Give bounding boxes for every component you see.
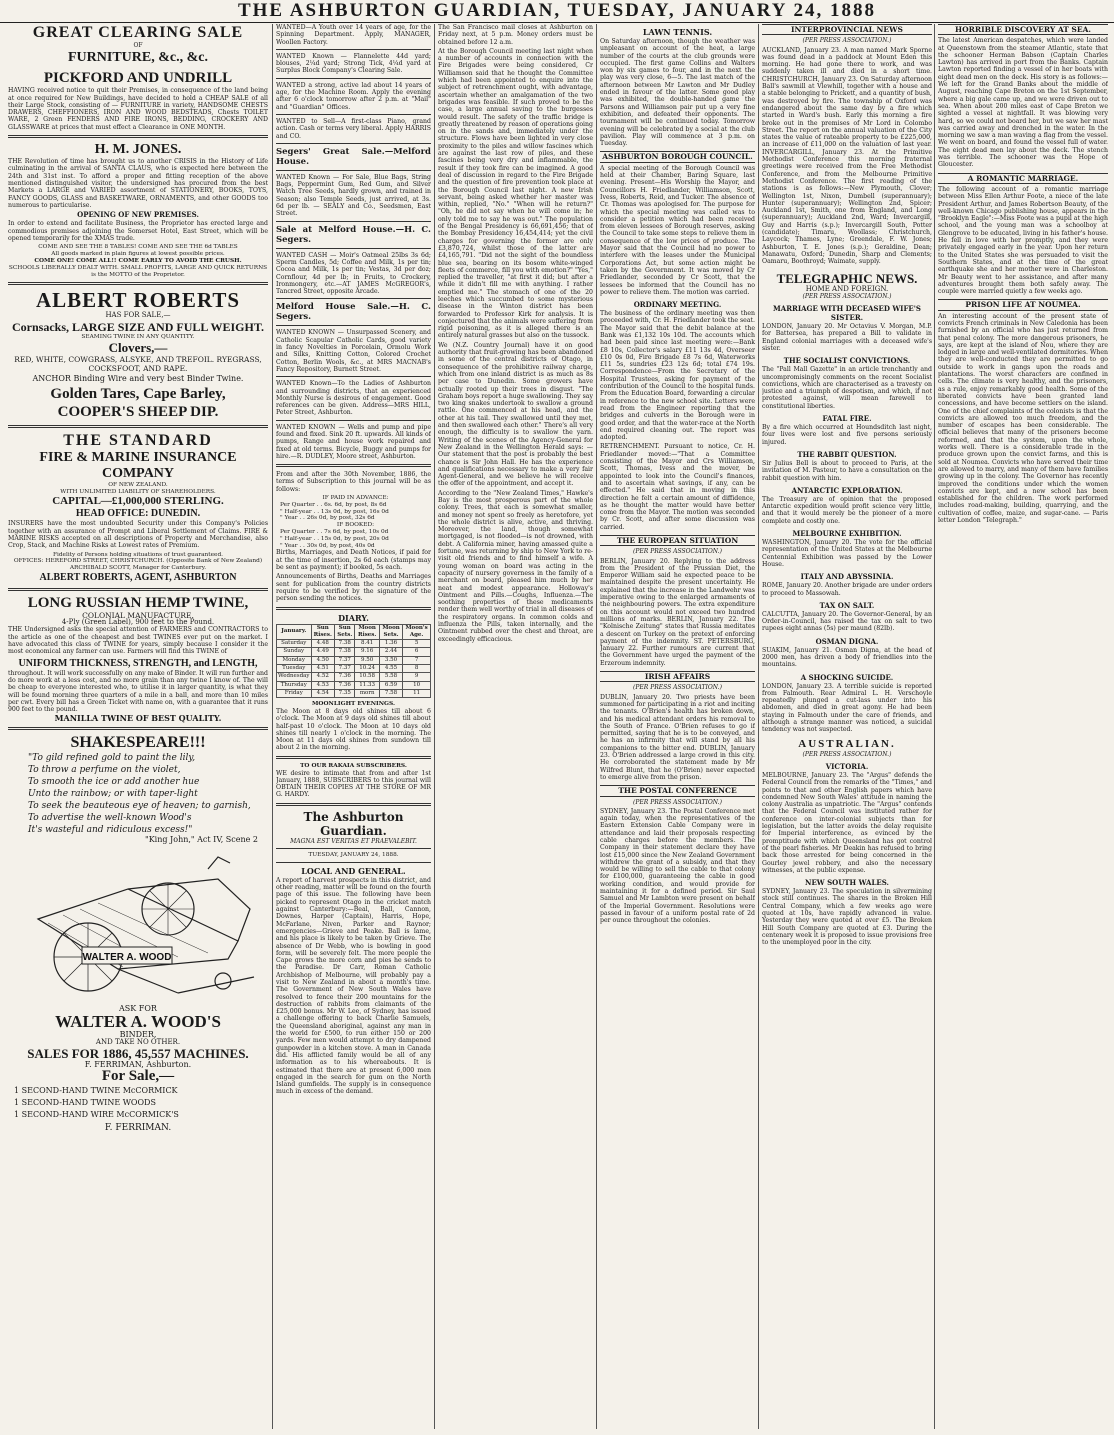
exhibition-body: WASHINGTON, January 20. The vote for the official representation of the United States at the Melbourne Centennial Exhibition was passed by the Lower House.	[762, 539, 932, 568]
standard-capital: CAPITAL—£1,000,000 STERLING.	[52, 495, 224, 508]
rate-line: IF BOOKED:	[336, 522, 375, 529]
table-cell: 7.37	[335, 656, 355, 664]
golden-tares: Golden Tares, Cape Barley,	[50, 385, 226, 402]
roberts-has: HAS FOR SALE,—	[105, 311, 171, 320]
segers-sale-head: Segers' Great Sale.—Melford House.	[276, 146, 431, 167]
table-cell: 4.49	[311, 648, 335, 656]
melford-house-sale: Melford House Sale.—H. C. Segers.	[276, 302, 431, 323]
mail-notice: The San Francisco mail closes at Ashburton on Friday next, at 5 p.m. Money orders must be obtained before 12 a.m.	[438, 24, 593, 46]
rakaia-body: WE desire to intimate that from and after 1st January, 1888, SUBSCRIBERS to this journal will OBTAIN THEIR COPIES AT THE STORE OF MR G. HARDY.	[276, 769, 431, 799]
jones-title: H. M. JONES.	[94, 142, 182, 158]
jones-opening-body: In order to extend and facilitate Business, the Proprietor has erected large and commodious premises adjoining the Somerset Hotel, East Street, which will be opened temporarily for the XMAS trade.	[8, 220, 268, 243]
machine-label: WALTER A. WOOD	[82, 952, 172, 964]
antarctic-body: The Treasury are of opinion that the proposed Antarctic expedition would profit science very little, and that it would merely be the pioneer of a more complete and costly one.	[762, 495, 932, 525]
melford-sale-head: Sale at Melford House.—H. C. Segers.	[276, 224, 431, 245]
rakaia-head: TO OUR RAKAIA SUBSCRIBERS.	[300, 762, 407, 769]
standard-offices: OFFICES: HEREFORD STREET, CHRISTCHURCH. (Opposite Bank of New Zealand) ARCHIBALD SCOTT, Manager for Canterbury.	[13, 558, 263, 572]
divider	[8, 425, 268, 428]
announcements: Announcements of Births, Deaths and Marriages sent for publication from the country districts require to be verified by the signature of the person sending the notices.	[276, 573, 431, 603]
divider	[276, 170, 431, 171]
victoria-head: VICTORIA.	[825, 761, 869, 771]
jones-opening: OPENING OF NEW PREMISES.	[77, 210, 199, 220]
column-header: Moon Sets.	[379, 624, 402, 640]
wanted-ad: WANTED Known — For Sale, Blue Bags, String Bags, Peppermint Gum, Red Gum, and Silver Watch Tree Seeds, hardly grown, and trained in Season; also Temple Seeds, just arrived, at 3s. 6d per lb. — SEALY and Co., Seedsmen, East Street.	[276, 173, 431, 218]
divider	[8, 282, 268, 285]
table-cell: 7.38	[335, 648, 355, 656]
shakespeare-title: SHAKESPEARE!!!	[70, 733, 206, 751]
jones-body: THE Revolution of time has brought us to another CRISIS in the History of Life culminating in the arrival of SANTA CLAUS, who is expected here between the 24th and 31st inst. To afford a proper and fitting reception of the above mentioned distinguished visitor, the undersigned has procured from the best Markets a LARGE and VARIED assortment of STATIONERY, BOOKS, TOYS, FANCY GOODS, GLASS and BASKETWARE, ORNAMENTS, and other GOODS too numerous to particularise.	[8, 158, 268, 209]
socialist-body: The "Pall Mall Gazette" in an article trenchantly and uncompromisingly comments on the recent Socialist convictions, which are characterised as a travesty on justice and a triumph of despotism, and which, if not protested against, will mean farewell to constitutional liberties.	[762, 366, 932, 410]
standard-fidelity: Fidelity of Persons holding situations of trust guaranteed.	[52, 551, 224, 558]
suicide-body: LONDON, January 23. A terrible suicide is reported from Falmouth. Rear Admiral L. H. Verschoyle repeatedly plunged a cut-lass under into his abdomen, and died in great agony. He had been staying in Falmouth under the care of friends, and although a strange manner was noticed, a suicidal tendency was not suspected.	[762, 682, 932, 734]
table-cell: Thursday	[277, 681, 312, 689]
hemp-uniform: UNIFORM THICKNESS, STRENGTH, and LENGTH,	[18, 657, 258, 669]
masthead: THE ASHBURTON GUARDIAN, TUESDAY, JANUARY 24, 1888	[0, 0, 1114, 23]
column-rule	[596, 24, 597, 1429]
pickford-title: PICKFORD AND UNDRILL	[43, 70, 233, 87]
jones-marked: All goods marked in plain figures at lowest possible prices.	[51, 251, 225, 258]
poem-source: "King John," Act IV, Scene 2	[145, 834, 258, 844]
diary-table	[276, 624, 431, 699]
table-cell: 9.50	[355, 656, 379, 664]
paper-date: TUESDAY, JANUARY 24, 1888.	[308, 852, 399, 859]
column-rule	[434, 24, 435, 1429]
table-cell: 7.35	[335, 689, 355, 697]
tennis-body: On Saturday afternoon, though the weather was unpleasant on account of the heat, a large number of the courts at the club grounds were occupied. The first game Collins and Walters won by six games to four, and in the next the play was very close, 6—5. The last match of the afternoon between Mr Lawton and Mr Dudley ended in favour of the latter. Some good play was exhibited, the double-handed game the Parsons and Williamson pair put up a very fine exhibition, and defeated their opponents. The tournament will be continued today. Tomorrow evening will be celebrated by a social at the club pavilion. Play will commence at 3 p.m. on Tuesday.	[600, 38, 755, 148]
divider	[276, 78, 431, 79]
subscription-rates	[276, 495, 431, 549]
divider	[276, 607, 431, 610]
column-header: Sun Rises.	[311, 624, 335, 640]
divider	[276, 114, 431, 115]
borough-council-body: A special meeting of the Borough Council was held at their Chamber, Baring Square, last evening. Present—His Worship the Mayor, and Councillors H. Friedlander, Williamson, Scott, Ivess, Roberts, Reid, and Tucker. The absence of Cr. Thomas was apologised for. The purpose for which the special meeting was called was to consider a petition which had been received from eleven lessees of Borough reserves, asking the Council to take some steps to relieve them in consequence of the low prices of produce. The Mayor said that the Council had no power to interfere with the leases under the Municipal Corporations Act, but some action might be taken by the Government. It was moved by Cr Friedlander, seconded by Cr Scott, that the lessees be informed that the Council has no power to relieve them. The motion was carried.	[600, 164, 755, 296]
table-cell: Friday	[277, 689, 312, 697]
clearing-of: OF	[133, 42, 143, 49]
rate-line: " Half-year . . 15s 0d, by post, 20s 0d	[280, 535, 389, 542]
osman-digna-body: SUAKIM, January 21. Osman Digna, at the head of 2000 men, has driven a body of friendlies into the mountains.	[762, 646, 932, 669]
telegraphic-news-title: TELEGRAPHIC NEWS.	[776, 270, 918, 286]
divider	[276, 756, 431, 759]
table-cell: 8.41	[355, 640, 379, 648]
column-local-news	[438, 24, 593, 1429]
prison-life-body: An interesting account of the present state of convicts French criminals in New Caledonia has been furnished by an official who has just returned from that penal colony. The more dangerous prisoners, he says, are kept at the island of Nou, where they are lodged in large and well-ventilated dormitories. When they are well-conducted they are permitted to go outside to work in gangs upon the roads and plantations. The worst characters are confined in cells. The climate is very healthy, and the prisoners, as a rule, enjoy remarkably good health. Some of the liberated convicts have been granted land concessions, and have become settlers on the island. One of the chief complaints of the colonists is that the convicts are allowed too much freedom, and the number of escapes has been considerable. The official believes that many of the prisoners become reformed, and that the system, upon the whole, works well. There is a considerable trade in the produce grown upon the convict farms, and this is sold at Noumea. Convicts who have served their time are allowed to marry, and many of them have families growing up in the colony. The Governor has recently improved the conditions under which the women convicts are kept, and a new school has been established for the children. The work performed includes road-making, building, quarrying, and the cultivation of coffee, maize, and sugar-cane. — Paris letter London "Telegraph."	[938, 312, 1108, 524]
fatal-fire-body: By a fire which occurred at Houndsditch last night, four lives were lost and five persons seriously injured.	[762, 424, 932, 446]
column-classifieds	[276, 24, 431, 1429]
european-situation-body: BERLIN, January 20. Replying to the address from the President of the Prussian Diet, the Emperor William said he expected peace to be maintained despite the present uncertainty. He explained that the increase in the Landwehr was imperative owing to the enlarged armaments of the neighbouring powers. The extra expenditure on this account would not exceed two hundred millions of marks. BERLIN, January 22. The "Kolnische Zeitung" states that Russia meditates a descent on Turkey on the pretext of enforcing payment of the indemnity. ST. PETERSBURG, January 22. Further rumours are current that the Government have urged the payment of the Erzeroum indemnity.	[600, 557, 755, 667]
victoria-body: MELBOURNE, January 23. The "Argus" defends the Federal Council from the remarks of the "Times," and points to that and other English papers which have condemned New South Wales' attitude in naming the colony Australia as unpatriotic. The "Argus" contends that the Federal Council was instituted rather for conference on inter-colonial subjects than for legislation, but the latter avoids the delay requisite for Imperial interference, as evinced by the promptitude with which Queensland has got control of the pearl fisheries. Mr Deakin has refused to bring back those arrested for being concerned in the Gourley jewel robbery, and also the necessary witnesses, at the public expense.	[762, 771, 932, 874]
hemp-body-2: throughout. It will work successfully on any make of Binder. It will run further and do more work at a less cost, and no more grain than any twine I know of. The will be cheap to everyone interested who, to utilise it in larger quantity, is what they will be found morning three quarters of a mile in a ball, and more than 10 miles per cwt. Every bill has a Green Ticket with name on, with a guarantee that it runs 900 feet to the pound.	[8, 669, 268, 714]
table-cell: Saturday	[277, 640, 312, 648]
cornsacks: Cornsacks, LARGE SIZE AND FULL WEIGHT.	[12, 319, 264, 334]
table-cell: 7	[403, 656, 431, 664]
australian-head: AUSTRALIAN.	[798, 737, 896, 750]
sale-item: 1 SECOND-HAND WIRE McCORMICK'S	[14, 1110, 179, 1120]
column-header: Sun Sets.	[335, 624, 355, 640]
standard-title: THE STANDARD	[63, 431, 213, 449]
manilla-twine: MANILLA TWINE OF BEST QUALITY.	[54, 713, 222, 724]
suicide-head: A SHOCKING SUICIDE.	[800, 672, 894, 682]
table-cell: 6	[403, 648, 431, 656]
table-cell: 11.33	[355, 681, 379, 689]
nsw-head: NEW SOUTH WALES.	[805, 878, 889, 888]
table-cell: 11	[403, 689, 431, 697]
table-cell: 5	[403, 640, 431, 648]
wood-title: WALTER A. WOOD'S	[55, 1012, 221, 1032]
table-cell: 5.58	[379, 673, 402, 681]
hemp-twine-title: LONG RUSSIAN HEMP TWINE,	[27, 594, 249, 611]
binder-machine-illustration	[18, 849, 258, 999]
paper-motto: MAGNA EST VERITAS ET PRAEVALEBIT.	[290, 837, 417, 845]
ferriman-signature: F. FERRIMAN.	[104, 1123, 172, 1134]
fatal-fire-head: FATAL FIRE.	[822, 414, 872, 424]
column-rule	[272, 24, 273, 1429]
page-columns	[8, 24, 1108, 1429]
table-cell: 4.52	[311, 673, 335, 681]
standard-head-office: HEAD OFFICE: DUNEDIN.	[75, 508, 201, 520]
jones-schools: SCHOOLS LIBERALLY DEALT WITH. SMALL PROFITS, LARGE AND QUICK RETURNS is the MOTTO of the Proprietor.	[8, 264, 268, 278]
table-row	[277, 681, 431, 689]
table-cell: 4.51	[311, 665, 335, 673]
osman-digna-head: OSMAN DIGNA.	[815, 636, 879, 646]
column-advertisements	[8, 24, 268, 1429]
rate-line: IF PAID IN ADVANCE:	[322, 495, 389, 502]
clovers-title: Clovers,—	[108, 340, 168, 356]
wanted-ad: WANTED—A Youth over 14 years of age, for the Spinning Department. Apply, MANAGER, Woollen Factory.	[276, 24, 431, 46]
table-cell: 9.16	[355, 648, 379, 656]
table-row	[277, 673, 431, 681]
postal-conference-body: SYDNEY, January 23. The Postal Conference met again today, when the representatives of the Eastern Extension Cable Company were in attendance and laid their proposals respecting cable charges before the members. The Company in their statement declare they have lost £15,000 since the New Zealand Government withdrew the grant of a subsidy, and that they would be willing to sell the cable to that colony for £100,000, guaranteeing the cable in good working condition, and would provide for maintaining it for a defined period. Sir Saul Samuel and Mr Lambton were present on behalf of the Imperial Government. Resolutions were passed in favour of a uniform postal rate of 2d per ounce throughout the colonies.	[600, 807, 755, 925]
romantic-marriage-head: A ROMANTIC MARRIAGE.	[938, 173, 1108, 184]
moonlight-body: The Moon at 8 days old shines till about 6 o'clock. The Moon at 9 days old shines till about half-past 10 o'clock. The Moon at 10 days old shines till nearly 1 o'clock in the morning. The Moon at 11 days old shines from sundown till about 2 in the morning.	[276, 707, 431, 752]
column-header: Moon Rises.	[355, 624, 379, 640]
table-cell: Sunday	[277, 648, 312, 656]
table-cell: Monday	[277, 656, 312, 664]
divider	[276, 464, 431, 467]
news-paragraphs: According to the "New Zealand Times," Hawke's Bay is the most prosperous part of the whole colony. Trees, that each is somewhat smaller, and money not spent so freely as heretofore, yet the whole district is alive, active, and thriving. Moreover, the land, though somewhat mortgaged, is not flooded—is not drowned, with debt. A California miner, having amassed quite a fortune, was returning by ship to New York to re-visit old friends and to find himself a wife. A young woman on board was acting in the capacity of nursery governess in the family of a merchant on board, pleased him much by her neat and modest appearance. Holloway's Ointment and Pills.—Coughs, Influenza.—The soothing properties of these medicaments render them well worthy of trial in all diseases of the respiratory organs. In common colds and influenza the Pills, taken internally, and the Ointment rubbed over the chest and throat, are exceedingly efficacious.	[438, 489, 593, 643]
ask-for: ASK FOR	[119, 1004, 157, 1014]
irish-affairs-body: DUBLIN, January 20. Two priests have been summoned for participating in a riot and inciting the tenants. O'Brien's health has broken down, and his medical attendant orders his removal to the South of France. O'Brien refuses to go if permitted, saying that he is to be conveyed, and he has an infirmity that will stand by all his companions to the bitter end. DUBLIN, January 23. O'Brien addressed a large crowd in this city. He corroborated the statement made by Mr Wilfred Blunt, that he (O'Brien) never expected to emerge alive from the prison.	[600, 693, 755, 781]
seaming-twine: SEAMING TWINE IN ANY QUANTITY.	[81, 333, 195, 340]
table-cell: 10	[403, 681, 431, 689]
table-cell: 7.36	[335, 673, 355, 681]
poem-line: Unto the rainbow; or with taper-light	[28, 788, 198, 799]
postal-conference-head: THE POSTAL CONFERENCE	[600, 785, 755, 796]
table-row	[277, 640, 431, 648]
home-foreign: HOME AND FOREIGN.	[805, 284, 889, 293]
jones-come: COME ONE! COME ALL!! COME EARLY TO AVOID THE CRUSH.	[34, 257, 242, 264]
local-general-head: LOCAL AND GENERAL.	[301, 865, 406, 876]
interprovincial-head: INTERPROVINCIAL NEWS	[762, 24, 932, 35]
tax-salt-head: TAX ON SALT.	[819, 600, 875, 610]
column-rule	[758, 24, 759, 1429]
divider	[276, 248, 431, 249]
wanted-ad: WANTED CASH — Moir's Oatmeal 25lbs 3s 6d; Sperm Candles, 5d; Coffee and Milk, 1s per tin; Cocoa and Milk, 1s per tin; Vestas, 3d per doz; Cornflour, 4d per lb; in Fruits, to Crockery, Ironmongery, etc.—AT JAMES McGREGOR's, Tancred Street, opposite Arcade.	[276, 251, 431, 296]
roberts-title: ALBERT ROBERTS	[35, 288, 241, 313]
column-header: January.	[277, 624, 312, 640]
tax-salt-body: CALCUTTA, January 20. The Governor-General, by an Order-in-Council, has raised the tax on salt to two rupees eight annas (5s) per maund (82lb).	[762, 610, 932, 633]
european-situation-head: THE EUROPEAN SITUATION	[600, 535, 755, 546]
wanted-ad: WANTED KNOWN — Unsurpassed Scenery, and Catholic Scapular Catholic Cards, good variety in fancy Novelties in Porcelain, Ormolu Work and Silks, Knitting Cotton, Colored Crochet Cotton, Berlin Wools, &c., at MRS MACNAB's Fancy Repository, Burnett Street.	[276, 329, 431, 373]
divider	[276, 221, 431, 222]
sheep-dip: COOPER'S SHEEP DIP.	[57, 403, 219, 420]
divider	[276, 862, 431, 863]
take-no-other: AND TAKE NO OTHER.	[95, 1037, 181, 1046]
local-general-body: A report of harvest prospects in this district, and other reading, matter will be found on the fourth page of this issue. The following have been picked to represent Otago in the cricket match against Canterbury:—Beal, Ball, Cannon, Downes, Harper (Captain), Harris, Hope, McFarlane, Niven, Parker and Raynor; emergencies—Grieve and Peake. Ball is lame, and his place is likely to be taken by Grieve. The absence of Dr Webb, who is bowling in good form, will be severely felt. The more people the Cape grows the more corn and pies he sends to the Paradise. Dr Carr, Roman Catholic Archbishop of Melbourne, will probably pay a visit to New Zealand in about a month's time. The Government of New South Wales have resolved to fence their 200 mountains for the destruction of rabbits from claimants of the £25,000 bonus. Mr W. Lee, of Sydney, has issued a challenge offering to back Charlie Samuels, the Queensland aboriginal, against any man in the world for £500, to run either 150 or 200 yards. Few men would attempt to dry dampened gunpowder in a kitchen stove. A man in Canada did. His afflicted family would be all of any information as to his whereabouts. It is estimated that there are at present 6,000 men engaged in the search for gum on the North Island gumfields. The supply is in consequence much in excess of the demand.	[276, 876, 431, 1096]
nsw-body: SYDNEY, January 23. The speculation in silvermining stock still continues. The shares in the Broken Hill Central Company, which a few weeks ago were quoted at 10s, have rapidly advanced in value. Yesterday they were quoted at over £5. The Broken Hill South Company are quoted at £3. During the centenary week it is proposed to issue provisions free to the unemployed poor in the city.	[762, 888, 932, 947]
table-cell: 4.53	[311, 681, 335, 689]
column-rule	[934, 24, 935, 1429]
marriage-body: LONDON, January 20. Mr Octavius V. Morgan, M.P. for Battersea, has prepared a Bill to validate in England colonial marriages with a deceased wife's sister.	[762, 323, 932, 352]
poem-line: To smooth the ice or add another hue	[28, 776, 200, 787]
standard-liability: WITH UNLIMITED LIABILITY OF SHAREHOLDERS.	[60, 488, 216, 495]
standard-body: INSURERS have the most undoubted Security under this Company's Policies together with an assurance of Prompt and Liberal Settlement of Claims. FIRE & MARINE RISKS accepted on all descriptions of Property and Merchandise, also Crop, Stack, and Machine Risks at Lowest rates of Premium.	[8, 520, 268, 550]
poem-line: To seek the beauteous eye of heaven; to garnish,	[28, 800, 251, 811]
rabbit-question-body: Sir Julius Bell is about to proceed to Paris, at the invitation of M. Pasteur, to have a consultation on the rabbit question with him.	[762, 459, 932, 482]
sale-items-list	[8, 1085, 268, 1121]
exhibition-head: MELBOURNE EXHIBITION.	[792, 529, 902, 539]
table-cell: Tuesday	[277, 665, 312, 673]
antarctic-head: ANTARCTIC EXPLORATION.	[791, 485, 903, 495]
sale-item: 1 SECOND-HAND TWINE McCORMICK	[14, 1086, 178, 1096]
table-cell: 7.58	[379, 689, 402, 697]
divider	[8, 135, 268, 138]
table-cell: 7.37	[335, 665, 355, 673]
diary-title: DIARY.	[338, 612, 369, 623]
press-association: (PER PRESS ASSOCIATION.)	[802, 750, 892, 758]
table-cell: 1.36	[379, 640, 402, 648]
wanted-ad: WANTED Known—To the Ladies of Ashburton and surrounding districts, that an experienced Monthly Nurse is desirous of engagement. Good references can be given. Address—MRS HILL, Peter Street, Ashburton.	[276, 380, 431, 417]
romantic-marriage-body: The following account of a romantic marriage between Miss Ellen Arthur Foote, a niece of the late President Arthur, and James Robertson Beauty, of the well-known Chicago publishing house, appears in the "Brooklyn Eagle":—Miss Foote was a pupil at the high school, and the young man was a schoolboy at Glengrove to be educated, living in his father's house. He fell in love with her promptly, and they were privately engaged early in the year. Upon her return to the United States she was persuaded to visit the Southern States, and at the time of the great earthquake she and her mother were in Charleston. Mr Beauty went to her assistance, and after many adventures brought them both safely away. The couple were married quietly a few weeks ago.	[938, 185, 1108, 296]
column-features	[938, 24, 1108, 1429]
press-association: (PER PRESS ASSOCIATION.)	[633, 798, 722, 806]
table-cell: 4.54	[311, 689, 335, 697]
poem-line: To advertise the well-known Wood's	[28, 812, 192, 823]
table-cell: 10.58	[355, 673, 379, 681]
retrenchment-body: RETRENCHMENT. Pursuant to notice, Cr. H. Friedlander moved:—"That a Committee consisting of the Mayor and Crs Williamson, Scott, Thomas, Ivess and the mover, be appointed to look into the Council's finances, and to ascertain what savings, if any, can be effected." He said that in moving in this direction he felt a certain amount of diffidence, as he thought the matter would have better come from the Mayor. The motion was seconded by Cr. Scott, and after some discussion was carried.	[600, 443, 755, 531]
clearing-sale-title: GREAT CLEARING SALE	[32, 24, 244, 41]
moonlight-head: MOONLIGHT EVENINGS.	[312, 701, 395, 708]
divider	[8, 588, 268, 591]
poem-line: "To gild refined gold to paint the lily,	[28, 752, 196, 763]
wanted-ad: WANTED Known — Flannelette 44d yard; blouses, 2¼d yard; Strong Tick, 4¼d yard at Surplus Block Company's Clearing Sale.	[276, 52, 431, 75]
table-cell: 9	[403, 673, 431, 681]
column-council	[600, 24, 755, 1429]
wanted-ad: WANTED to Sell—A first-class Piano, grand action. Cash or terms very liberal. Apply HARRIS and CO.	[276, 117, 431, 140]
column-telegraphic	[762, 24, 932, 1429]
rabbit-question-head: THE RABBIT QUESTION.	[797, 449, 897, 459]
interprovincial-body: AUCKLAND, January 23. A man named Mark Sporne was found dead in a paddock at Mount Eden this morning. He had gone there to work, and was suddenly taken ill and died in a short time. CHRISTCHURCH, January 23. On Saturday afternoon Ball's sawmill at Vlewhill, together with a house and a stable belonging to Prickett, and a quantity of bush, was destroyed by fire. The township of Oxford was endangered about the same day by a fire which started in Ward's bush. Early this morning a fire broke out in the premises of Mr Lord in Colombo Street. The report on the annual valuation of the City states the value of rateable property to be £225,000, an increase of £11,000 on the valuation of last year. INVERCARGILL, January 23. At the Primitive Methodist Conference this morning fraternal greetings were received from the Free Methodist Conference, and from the Melbourne Primitive Methodist Conference. The first reading of the stations is as follows:—New Plymouth, Clover; Wellington 1st, Nixon, Dumbell (superannuary); Hunter (superannuary); Wellington 2nd, Spicer; Auckland 1st, Smith, one from England, and Long (superannuary); Auckland 2nd, Ward; Invercargill, Guy and Harris (s.p.); Invercargill South, Potter (candidate); Timaru, Woollass; Christchurch, Laycock; Thames, Lyne; Greendale, F. W. Jones; Ashburton, T. E. Jones (s.p.); Geraldine, Dean; Manawatu, Oxford; Dunedin, Sharp and Clements; Oamaru, Boothroyd; Waimate, supply.	[762, 46, 932, 266]
table-cell: Wednesday	[278, 673, 310, 680]
hemp-body: THE Undersigned asks the special attention of FARMERS and CONTRACTORS to the article as one of the cheapest and best TWINES ever put on the market. I have advocated this class of TWINE for years, simply because I consider it the most economical any farmer can use. Farmers will find this TWINE of	[8, 626, 268, 656]
divider	[276, 376, 431, 377]
socialist-head: THE SOCIALIST CONVICTIONS.	[783, 356, 911, 366]
sale-item: 1 SECOND-HAND TWINE WOODS	[14, 1098, 156, 1108]
divider	[276, 298, 431, 299]
standard-company: FIRE & MARINE INSURANCE COMPANY	[39, 449, 237, 481]
news-paragraphs: At the Borough Council meeting last night when a number of accounts in connection with the Fire Brigades were being considered, Cr Williamson said that he thought the Committee which had been appointed to enquire into the subject of retrenchment ought, with advantage, ascertain whether an amalgamation of the two brigades was feasible. If such proved to be the case, a large annual saving to the burgesses would result. The safety of the traffic bridge is greatly threatened by reason of operations going on in the sands and, immediately under the structure. Flows have been lighted in very close proximity to the piles and willow fascines which are against the last row of piles, and these fascines being very dry and inflammable, the result if they took fire can be imagined. A good deal of discussion in regard to the Fire Brigade and the question of fire prevention took place at the Borough Council last night. A new Irish servant, being asked whether her master was within, replied, "No." "When will he return?" "Oh, he did not say when he will come in; he only told me to say he was out." The population of the Bengal Presidency is 66,691,456; that of the Bombay Presidency 16,454,414; yet the civil charges for governing the former are only £3,870,724, whilst those of the latter are £4,165,791. "Did not the sight of the boundless blue sea, bearing on its bosom white-winged fleets of commerce, fill you with emotion?" "Yes," replied the traveller, "at first it did; but after a while it didn't fill me with anything. I rather emptied me." The stomach of one of the 20 leeches which succumbed to some mysterious disease in the Winton district has been forwarded to Professor Kirk for analysis. It is conjectured that the animals were suffering from rigid poisoning, as it is alleged there is an entirely natural grasses but also on the tussock.	[438, 47, 593, 340]
ordinary-meeting-head: ORDINARY MEETING.	[633, 300, 722, 310]
horrible-discovery-body: The latest American despatches, which were landed at Queenstown from the steamer Atlantic, state that the schooner Herman Babson (Captain Charles Lawton) has arrived in port from the Banks. Captain Lawton reported finding a vessel of in her boats with eight dead men on the deck. His story is as follows:—We left for the Grand Banks about the middle of August, reaching Cape Breton on the 1st September, where a big gale came up, and we were driven out to sea. When about 200 miles east of Cape Breton we sighted a vessel at nightfall. It was blowing very hard, so we could not board her, but we saw her mast was carried away and drenched in the water. In the morning we saw a man waving a flag from the vessel. We went on board, and found the vessel full of water. The eight dead men lay about the deck. The stench was terrible. The schooner was the Hope of Gloucester.	[938, 37, 1108, 169]
table-row	[277, 665, 431, 673]
table-cell: 10.24	[355, 665, 379, 673]
news-paragraphs: We (N.Z. Country Journal) have it on good authority that fruit-growing has been abandoned in some of the central districts of Otago, in consequence of the prohibitive railway charge, which from one inland district is as much as 8s per case to Dunedin. Some growers have actually rooted up their trees in disgust. "The Graham boys report a huge swallowing. They say two king snakes undertook to swallow a ground rattle. One commenced at his head, and the other at his tail. They swallowed until they met, and then swallowed each other." There's all very enough, the difficulty is to swallow the yarn. Writing of the scenes of the Agency-General for New Zealand in the Wellington Herald says: — Our statement that the post is probably the best chance is Sir John Hall. He has the experience and qualifications necessary to make a very fair Agent-General, and we believe he will receive the offer of the appointment, and accept it.	[438, 341, 593, 488]
table-cell: 3.50	[379, 656, 402, 664]
divider	[276, 143, 431, 144]
wanted-ad: WANTED KNOWN — Wells and pump and pipe found and fixed. Sink 20 ft. upwards. All kinds of pumps, Range and house work repaired and fixed at old terms. Bicycle, Buggy and pumps for hire.—R. DUDLEY, Moore street, Ashburton.	[276, 423, 431, 460]
standard-nz: OF NEW ZEALAND.	[108, 481, 168, 488]
rate-line: Per Quarter . . 6s. 6d, by post, 8s 6d	[280, 501, 387, 508]
clearing-items: FURNITURE, &c., &c.	[68, 50, 208, 66]
divider	[276, 325, 431, 326]
subscription-intro: From and after the 30th November, 1886, the terms of Subscription to this journal will be as follows:	[276, 471, 431, 493]
divider	[8, 727, 268, 730]
table-row	[277, 648, 431, 656]
binder-label: BINDER,	[119, 1030, 157, 1040]
table-cell: 8	[403, 665, 431, 673]
italy-head: ITALY AND ABYSSINIA.	[800, 572, 894, 582]
standard-agent: ALBERT ROBERTS, AGENT, ASHBURTON	[39, 571, 237, 583]
poem-line: It's wasteful and ridiculous excess!"	[28, 824, 193, 835]
column-header: Moon's Age.	[403, 624, 431, 640]
poem	[8, 752, 268, 836]
tennis-head: LAWN TENNIS.	[642, 27, 713, 37]
table-row	[277, 689, 431, 697]
pickford-body: HAVING received notice to quit their Premises, in consequence of the land being at once required for New Buildings, have decided to hold a CHEAP SALE of all their Large Stock, consisting of — FURNITURE in variety, HANDSOME CHESTS DRAWERS, CHEFFIONERS, IRON AND WOOD BEDSTEADS, Chests TOILET WARE, 2 Green FENDERS AND FIRE IRONS, BEDDING, CROCKERY AND GLASSWARE at prices that must effect a Clearance in ONE MONTH.	[8, 87, 268, 131]
press-association: (PER PRESS ASSOCIATION.)	[802, 37, 892, 45]
table-header-row	[277, 624, 431, 640]
press-association: (PER PRESS ASSOCIATION.)	[802, 292, 892, 300]
press-association: (PER PRESS ASSOCIATION.)	[633, 548, 722, 556]
divider	[276, 803, 431, 806]
rate-line: " Year . . 30s 0d, by post, 40s 0d	[280, 542, 375, 549]
wanted-ad: WANTED a strong, active lad about 14 years of age, for the Machine Room. Apply the evening after 6 o'clock tomorrow after 2 p.m. at "Mail" and "Guardian" Offices.	[276, 81, 431, 111]
divider	[276, 49, 431, 50]
poem-line: To throw a perfume on the violet,	[28, 764, 181, 775]
anchor-wire: ANCHOR Binding Wire and very best Binder Twine.	[32, 374, 244, 384]
table-cell: 2.44	[379, 648, 402, 656]
jones-tables: COME AND SEE THE 8 TABLES! COME AND SEE THE 6d TABLES	[38, 244, 238, 251]
table-cell: 4.55	[379, 665, 402, 673]
table-cell: 7.36	[335, 681, 355, 689]
table-cell: 4.50	[311, 656, 335, 664]
rate-line: " Year . . 26s 0d, by post, 32s 6d	[280, 515, 375, 522]
table-cell: 4.48	[311, 640, 335, 648]
marriage-head: MARRIAGE WITH DECEASED WIFE'S SISTER.	[773, 304, 921, 323]
table-cell: morn	[355, 689, 379, 697]
italy-body: ROME, January 20. Another brigade are under orders to proceed to Massowah.	[762, 582, 932, 597]
for-sale: For Sale,—	[101, 1068, 175, 1085]
prison-life-head: PRISON LIFE AT NOUMEA.	[938, 299, 1108, 310]
hemp-ply: 4-Ply (Green Label), 900 feet to the Pound.	[61, 618, 215, 627]
ordinary-meeting-body: The business of the ordinary meeting was then proceeded with, Cr. H. Friedlander took the seat. The Mayor said that the debit balance at the Bank was £1,132 10s 10d. The accounts which had been paid since last meeting were:—Bank £8 10s, Collector's salary £11 13s 4d, Overseer £10 0s 0d, Fire Brigade £8 7s 6d, Waterworks £11 5s, sundries £23 12s 6d; total £74 19s. Correspondence—From the Secretary of the Hospital Trustees, asking for payment of the contribution of the Council to the hospital funds. From the Education Board, forwarding a circular in reference to the new school site. Letters were read from the Engineer reporting that the bridges and culverts in the Borough were in good order, and that the water-race at the North end required cleaning out. The report was adopted.	[600, 310, 755, 442]
rate-line: Per Quarter . . 7s 6d, by post, 10s 0d	[280, 529, 389, 536]
table-cell: 7.38	[335, 640, 355, 648]
clovers-list: RED, WHITE, COWGRASS, ALSYKE, AND TREFOIL. RYEGRASS, COCKSFOOT, AND RAPE.	[14, 355, 262, 374]
hemp-sub: COLONIAL MANUFACTURE.	[82, 610, 194, 620]
divider	[276, 848, 431, 849]
sales-count: SALES FOR 1886, 45,557 MACHINES.	[27, 1045, 249, 1061]
notices: Births, Marriages, and Death Notices, if paid for at the time of insertion, 2s 6d each (stamps may be sent as payment); if booked, 5s each.	[276, 549, 431, 572]
rate-line: " Half-year . . 13s 0d, by post, 16s 0d	[280, 508, 389, 515]
divider	[276, 420, 431, 421]
table-row	[277, 656, 431, 664]
irish-affairs-head: IRISH AFFAIRS	[600, 671, 755, 682]
borough-council-head: ASHBURTON BOROUGH COUNCIL.	[600, 151, 755, 162]
horrible-discovery-head: HORRIBLE DISCOVERY AT SEA.	[938, 24, 1108, 35]
ferriman-agent: F. FERRIMAN, Ashburton.	[84, 1059, 192, 1069]
press-association: (PER PRESS ASSOCIATION.)	[633, 684, 722, 692]
paper-title: The Ashburton Guardian.	[303, 809, 404, 838]
table-cell: 6.59	[379, 681, 402, 689]
